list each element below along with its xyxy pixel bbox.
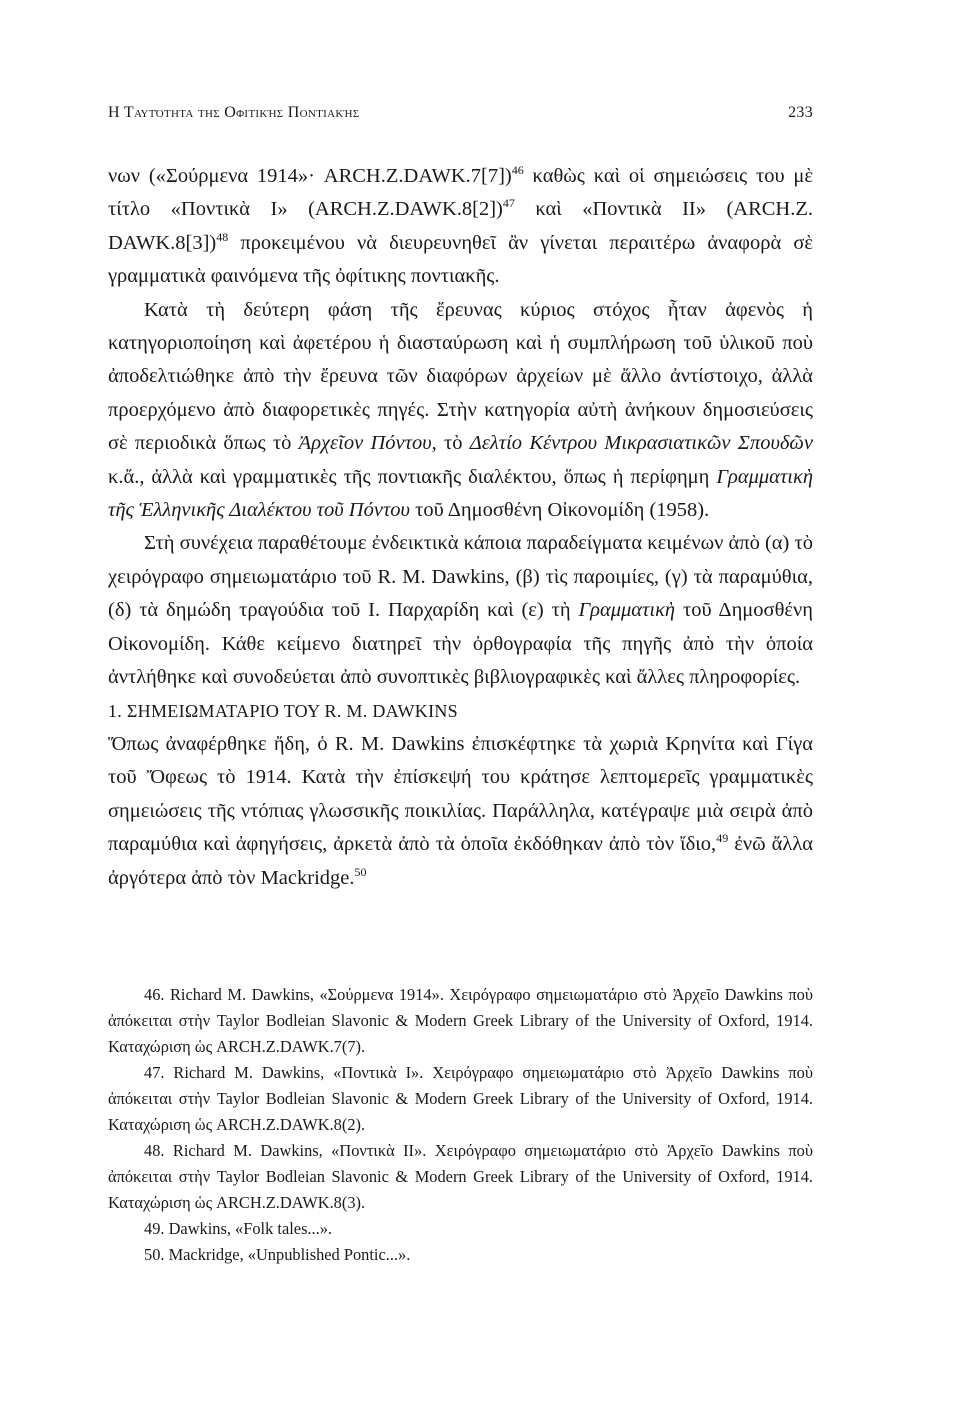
- paragraph-2: [108, 294, 813, 528]
- footnote-ref: 46: [511, 163, 524, 177]
- footnote-48: 48. Richard M. Dawkins, «Ποντικὰ ΙΙ». Χειρόγραφο σημειωματάριο στὸ Ἀρχεῖο Dawkins ποὺ ἀπόκειται στὴν Taylor Bodleian Slavonic & Modern Greek Library of the University of Oxford, 1914. Καταχώριση ὡς ARCH.Z.DAWK.8(3).: [108, 1141, 813, 1212]
- text-run: προκειμένου νὰ διευρευνηθεῖ ἂν γίνεται περαιτέρω ἀναφορὰ σὲ γραμματικὰ φαινόμενα τῆς ὀφίτικης ποντιακῆς.: [108, 231, 813, 288]
- footnote-49: 49. Dawkins, «Folk tales...».: [144, 1219, 333, 1238]
- italic-title: Ἀρχεῖον Πόντου: [298, 432, 432, 455]
- text-run: Ὅπως ἀναφέρθηκε ἤδη, ὁ R. M. Dawkins ἐπισκέφτηκε τὰ χωριὰ Κρηνίτα καὶ Γίγα τοῦ Ὄφεως τὸ 1914. Κατὰ τὴν ἐπίσκεψή του κράτησε λεπτομερεῖς γραμματικὲς σημειώσεις τῆς ντόπιας γλωσσικῆς ποικιλίας. Παράλληλα, κατέγραψε μιὰ σειρὰ ἀπὸ παραμύθια καὶ ἀφηγήσεις, ἀρκετὰ ἀπὸ τὰ ὁποῖα ἐκδόθηκαν ἀπὸ τὸν ἴδιο,: [108, 732, 813, 856]
- footnote-ref: 48: [216, 229, 229, 244]
- paragraph-1: [108, 160, 813, 294]
- footnote-47: 47. Richard M. Dawkins, «Ποντικὰ Ι». Χειρόγραφο σημειωματάριο στὸ Ἀρχεῖο Dawkins ποὺ ἀπόκειται στὴν Taylor Bodleian Slavonic & Modern Greek Library of the University of Oxford, 1914. Καταχώριση ὡς ARCH.Z.DAWK.8(2).: [108, 1063, 813, 1134]
- text-run: καθὼς καὶ οἱ σημειώσεις του μὲ τίτλο «Ποντικὰ Ι» (ARCH.Z.DAWK.8[2]): [108, 165, 814, 221]
- footnote-ref: 49: [716, 831, 729, 846]
- section-heading: 1. ΣΗΜΕΙΩΜΑΤΑΡΙΟ ΤΟΥ R. M. DAWKINS: [108, 700, 458, 721]
- italic-title: Γραμματικὴ: [578, 599, 676, 622]
- text-run: ἐνῶ ἄλλα ἀργότερα ἀπὸ τὸν Mackridge.: [108, 833, 814, 889]
- text-run: τοῦ Δημοσθένη Οἰκονομίδη (1958).: [409, 499, 710, 522]
- text-run: Στὴ συνέχεια παραθέτουμε ἐνδεικτικὰ κάποια παραδείγματα κειμένων ἀπὸ (α) τὸ χειρόγραφο σημειωματάριο τοῦ R. M. Dawkins, (β) τὶς παροιμίες, (γ) τὰ παραμύθια, (δ) τὰ δημώδη τραγούδια τοῦ Ι. Παρχαρίδη καὶ (ε) τὴ: [108, 532, 813, 622]
- text-run: καὶ «Ποντικὰ ΙΙ» (ARCH.Z. DAWK.8[3]): [108, 198, 814, 254]
- main-text: [108, 160, 813, 895]
- paragraph-4: [108, 728, 813, 895]
- italic-title: Γραμματικὴ τῆς Ἑλληνικῆς Διαλέκτου τοῦ Πόντου: [108, 465, 813, 522]
- footnote-ref: 50: [354, 864, 367, 879]
- footnote-46: 46. Richard M. Dawkins, «Σούρμενα 1914». Χειρόγραφο σημειωματάριο στὸ Ἀρχεῖο Dawkins ποὺ ἀπόκειται στὴν Taylor Bodleian Slavonic & Modern Greek Library of the University of Oxford, 1914. Καταχώριση ὡς ARCH.Z.DAWK.7(7).: [108, 985, 813, 1056]
- italic-title: Δελτίο Κέντρου Μικρασιατικῶν Σπουδῶν: [469, 432, 813, 455]
- running-head: [108, 104, 813, 122]
- text-run: κ.ἄ., ἀλλὰ καὶ γραμματικὲς τῆς ποντιακῆς διαλέκτου, ὅπως ἡ περίφημη: [108, 465, 717, 488]
- running-head-title: Η Ταυτότητα της Οφιτικής Ποντιακής: [108, 104, 360, 121]
- footnote-50: 50. Mackridge, «Unpublished Pontic...».: [144, 1245, 411, 1264]
- paragraph-3: [108, 527, 813, 694]
- text-run: νων («Σούρμενα 1914»· ARCH.Z.DAWK.7[7]): [108, 165, 512, 187]
- text-run: Κατὰ τὴ δεύτερη φάση τῆς ἔρευνας κύριος στόχος ἦταν ἀφενὸς ἡ κατηγοριοποίηση καὶ ἀφετέρου ἡ διασταύρωση καὶ ἡ συμπλήρωση τοῦ ὑλικοῦ ποὺ ἀποδελτιώθηκε ἀπὸ τὴν ἔρευνα τῶν διαφόρων ἀρχείων μὲ ἄλλο ἀντίστοιχο, ἀλλὰ προερχόμενο ἀπὸ διαφορετικὲς πηγές. Στὴν κατηγορία αὐτὴ ἀνήκουν δημοσιεύσεις σὲ περιοδικὰ ὅπως τὸ: [108, 298, 813, 455]
- text-run: τοῦ Δημοσθένη Οἰκονομίδη. Κάθε κείμενο διατηρεῖ τὴν ὀρθογραφία τῆς πηγῆς ἀπὸ τὴν ὁποία ἀντλήθηκε καὶ συνοδεύεται ἀπὸ συνοπτικὲς βιβλιογραφικὲς καὶ ἄλλες πληροφορίες.: [108, 599, 813, 689]
- footnote-ref: 47: [502, 196, 515, 211]
- page-number: 233: [788, 104, 813, 121]
- footnotes: [108, 982, 813, 1268]
- text-run: , τὸ: [431, 432, 470, 455]
